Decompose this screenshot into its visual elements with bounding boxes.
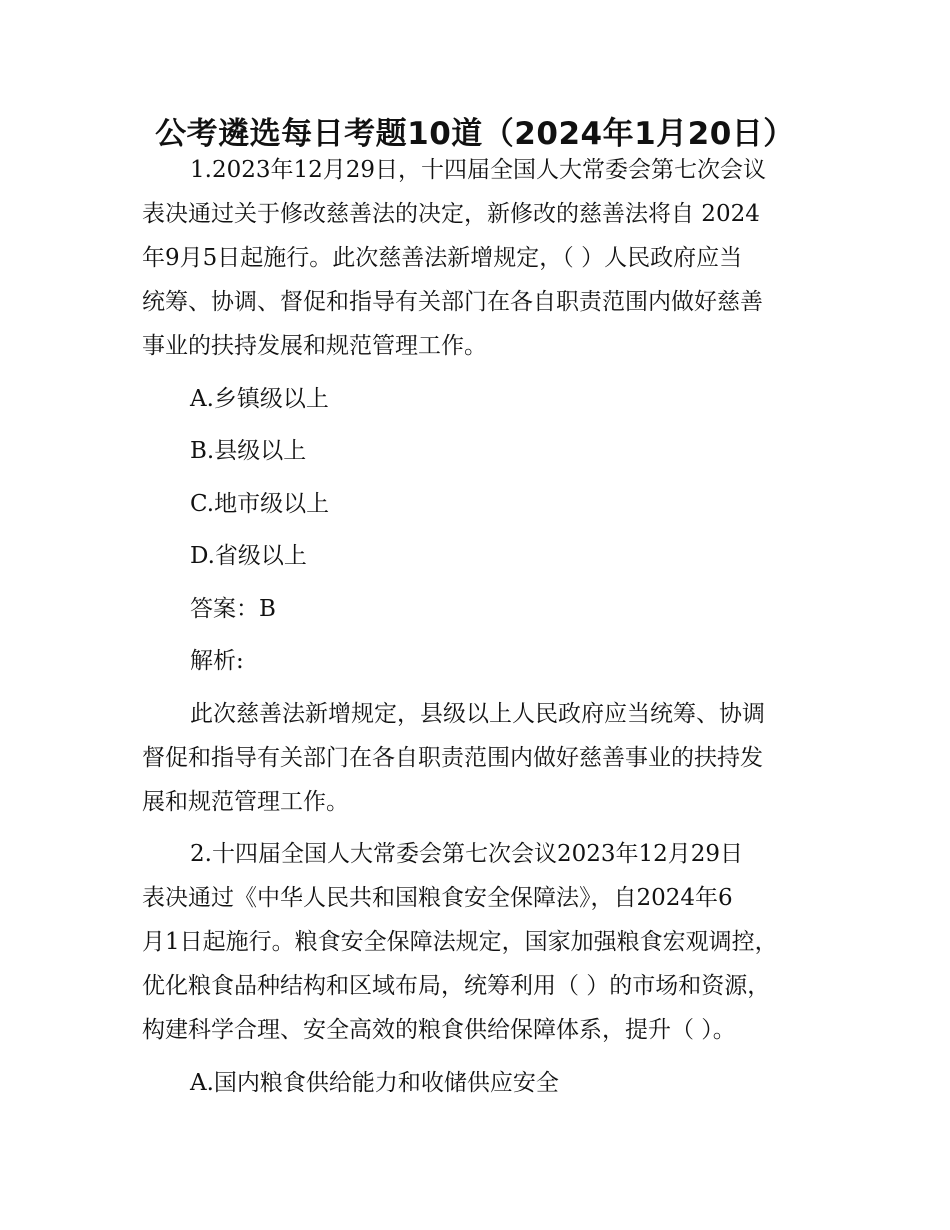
document-body [142, 148, 812, 1113]
question-2-line: 表决通过《中华人民共和国粮食安全保障法》，自2024年6 [142, 885, 733, 911]
analysis-line: 展和规范管理工作。 [142, 788, 349, 815]
question-1-option-c: C.地市级以上 [190, 490, 330, 517]
analysis-line: 督促和指导有关部门在各自职责范围内做好慈善事业的扶持发 [142, 744, 763, 771]
question-1-option-a: A.乡镇级以上 [190, 385, 329, 412]
question-2-option-a: A.国内粮食供给能力和收储供应安全 [190, 1069, 559, 1096]
question-2-line: 2.十四届全国人大常委会第七次会议2023年12月29日 [190, 841, 744, 867]
analysis-line: 此次慈善法新增规定，县级以上人民政府应当统筹、协调 [190, 700, 765, 727]
question-1-line: 事业的扶持发展和规范管理工作。 [142, 333, 487, 359]
question-1-line: 统筹、协调、督促和指导有关部门在各自职责范围内做好慈善 [142, 289, 763, 315]
question-2-line: 优化粮食品种结构和区域布局，统筹利用（ ）的市场和资源， [142, 973, 771, 999]
question-1-option-b: B.县级以上 [190, 438, 307, 464]
question-1-analysis-label: 解析: [190, 648, 244, 674]
question-2-line: 月1日起施行。粮食安全保障法规定，国家加强粮食宏观调控， [142, 929, 778, 955]
question-1-answer: 答案：B [190, 595, 276, 622]
document-title: 公考遴选每日考题10道（2024年1月20日） [155, 116, 795, 152]
question-1-analysis [142, 692, 812, 824]
question-2-stem [142, 832, 812, 1052]
question-2-line: 构建科学合理、安全高效的粮食供给保障体系，提升（ ）。 [142, 1017, 736, 1043]
question-1-line: 年9月5日起施行。此次慈善法新增规定，（ ）人民政府应当 [142, 245, 743, 271]
question-1-line: 1.2023年12月29日，十四届全国人大常委会第七次会议 [190, 157, 767, 183]
question-1-option-d: D.省级以上 [190, 543, 307, 569]
question-1-line: 表决通过关于修改慈善法的决定，新修改的慈善法将自 2024 [142, 201, 760, 227]
question-1-stem [142, 148, 812, 368]
